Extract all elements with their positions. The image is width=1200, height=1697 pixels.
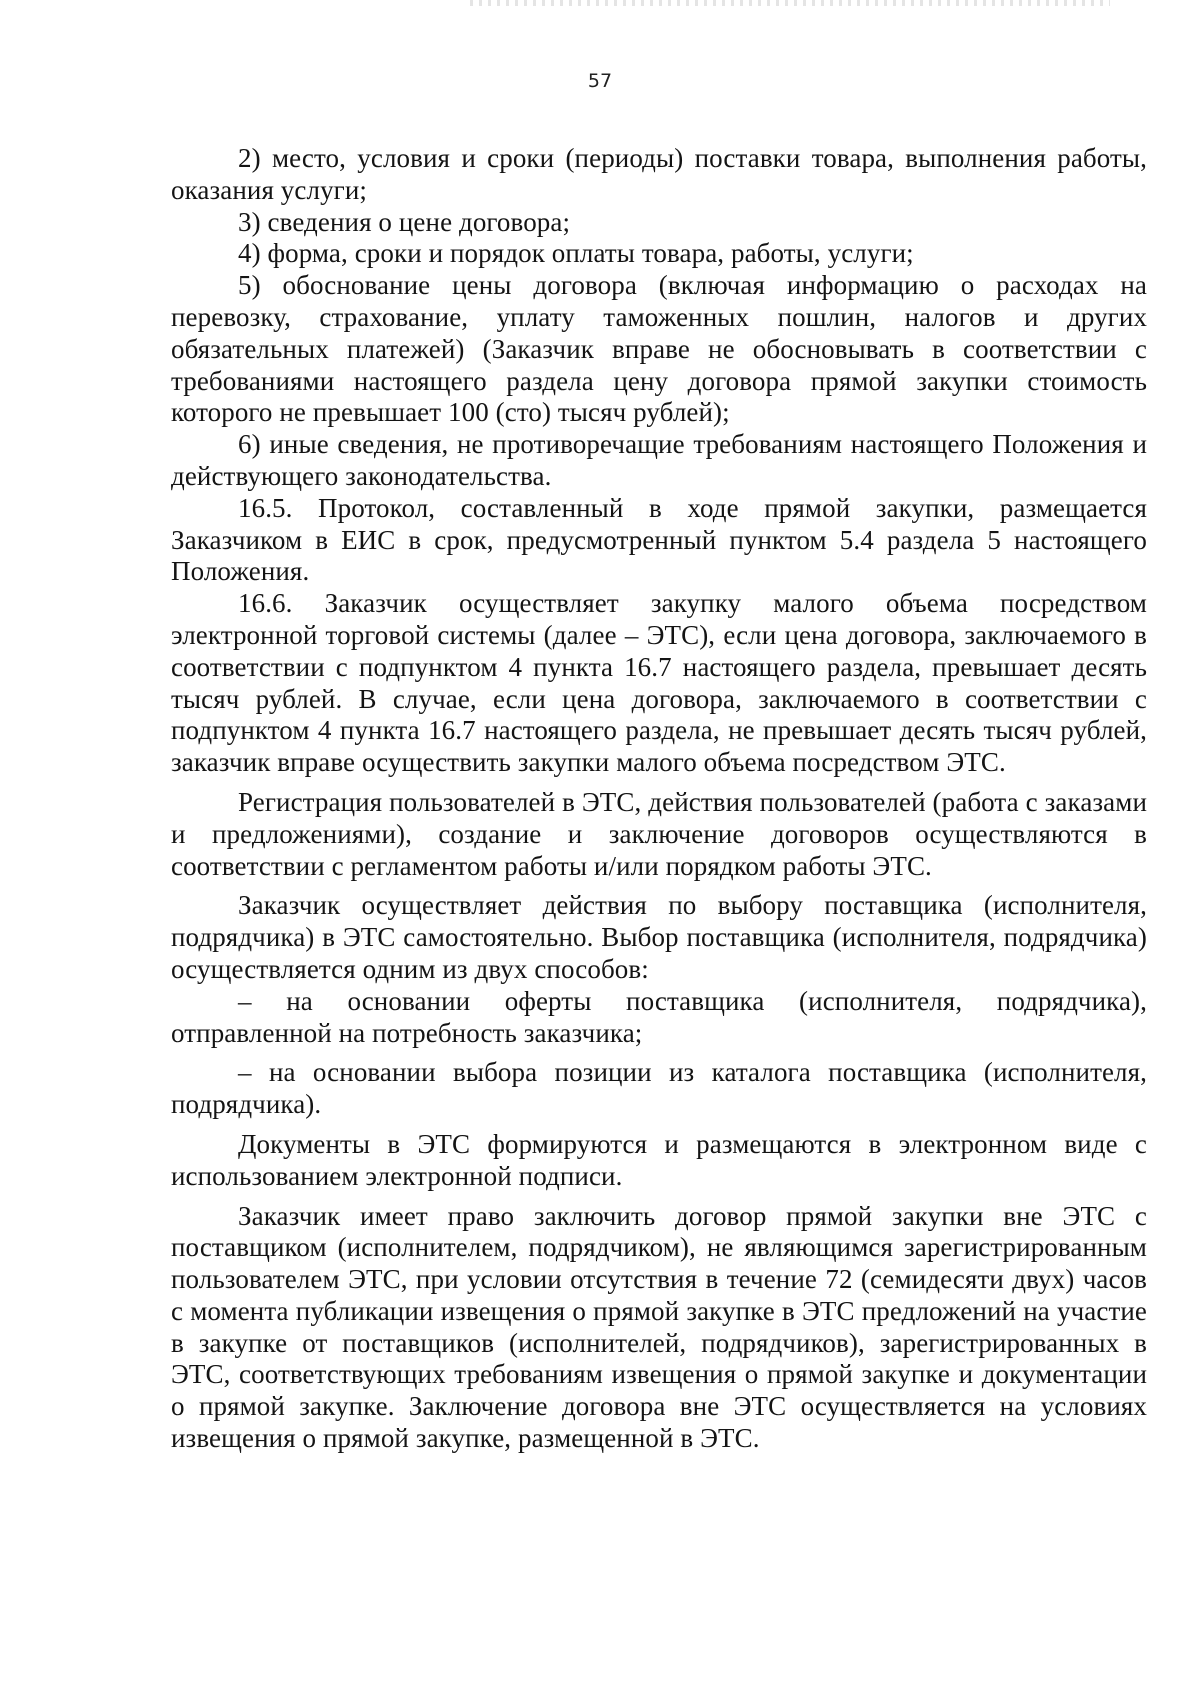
paragraph-dash-offer: – на основании оферты поставщика (исполнителя, подрядчика), отправленной на потребность заказчика;: [171, 985, 1147, 1048]
paragraph-supplier-choice: Заказчик осуществляет действия по выбору поставщика (исполнителя, подрядчика) в ЭТС самостоятельно. Выбор поставщика (исполнителя, подрядчика) осуществляется одним из двух способов:: [171, 890, 1147, 984]
paragraph-item-5: 5) обоснование цены договора (включая информацию о расходах на перевозку, страхование, уплату таможенных пошлин, налогов и других обязательных платежей) (Заказчик вправе не обосновывать в соответствии с требованиями настоящего раздела цену договора прямой закупки стоимость которого не превышает 100 (сто) тысяч рублей);: [171, 270, 1147, 428]
paragraph-dash-catalog: – на основании выбора позиции из каталога поставщика (исполнителя, подрядчика).: [171, 1057, 1147, 1120]
paragraph-item-4: 4) форма, сроки и порядок оплаты товара, работы, услуги;: [238, 238, 914, 269]
scan-artifact: [470, 0, 1110, 6]
paragraph-item-2: 2) место, условия и сроки (периоды) поставки товара, выполнения работы, оказания услуги;: [171, 143, 1147, 205]
paragraph-documents: Документы в ЭТС формируются и размещаются в электронном виде с использованием электронной подписи.: [171, 1128, 1147, 1191]
page-number: 57: [587, 70, 613, 92]
paragraph-outside-ets: Заказчик имеет право заключить договор прямой закупки вне ЭТС с поставщиком (исполнителем, подрядчиком), не являющимся зарегистрированным пользователем ЭТС, при условии отсутствия в течение 72 (семидесяти двух) часов с момента публикации извещения о прямой закупке в ЭТС предложений на участие в закупке от поставщиков (исполнителей, подрядчиков), зарегистрированных в ЭТС, соответствующих требованиям извещения о прямой закупке и документации о прямой закупке. Заключение договора вне ЭТС осуществляется на условиях извещения о прямой закупке, размещенной в ЭТС.: [171, 1200, 1147, 1454]
paragraph-item-3: 3) сведения о цене договора;: [238, 206, 571, 237]
paragraph-16-6: 16.6. Заказчик осуществляет закупку малого объема посредством электронной торговой системы (далее – ЭТС), если цена договора, заключаемого в соответствии с подпунктом 4 пункта 16.7 настоящего раздела, превышает десять тысяч рублей. В случае, если цена договора, заключаемого в соответствии с подпунктом 4 пункта 16.7 настоящего раздела, не превышает десять тысяч рублей, заказчик вправе осуществить закупки малого объема посредством ЭТС.: [171, 588, 1147, 778]
paragraph-item-6: 6) иные сведения, не противоречащие требованиям настоящего Положения и действующего законодательства.: [171, 429, 1147, 491]
document-body: [171, 143, 1147, 1455]
paragraph-16-5: 16.5. Протокол, составленный в ходе прямой закупки, размещается Заказчиком в ЕИС в срок, предусмотренный пунктом 5.4 раздела 5 настоящего Положения.: [171, 492, 1147, 587]
paragraph-registration: Регистрация пользователей в ЭТС, действия пользователей (работа с заказами и предложениями), создание и заключение договоров осуществляются в соответствии с регламентом работы и/или порядком работы ЭТС.: [171, 786, 1147, 881]
